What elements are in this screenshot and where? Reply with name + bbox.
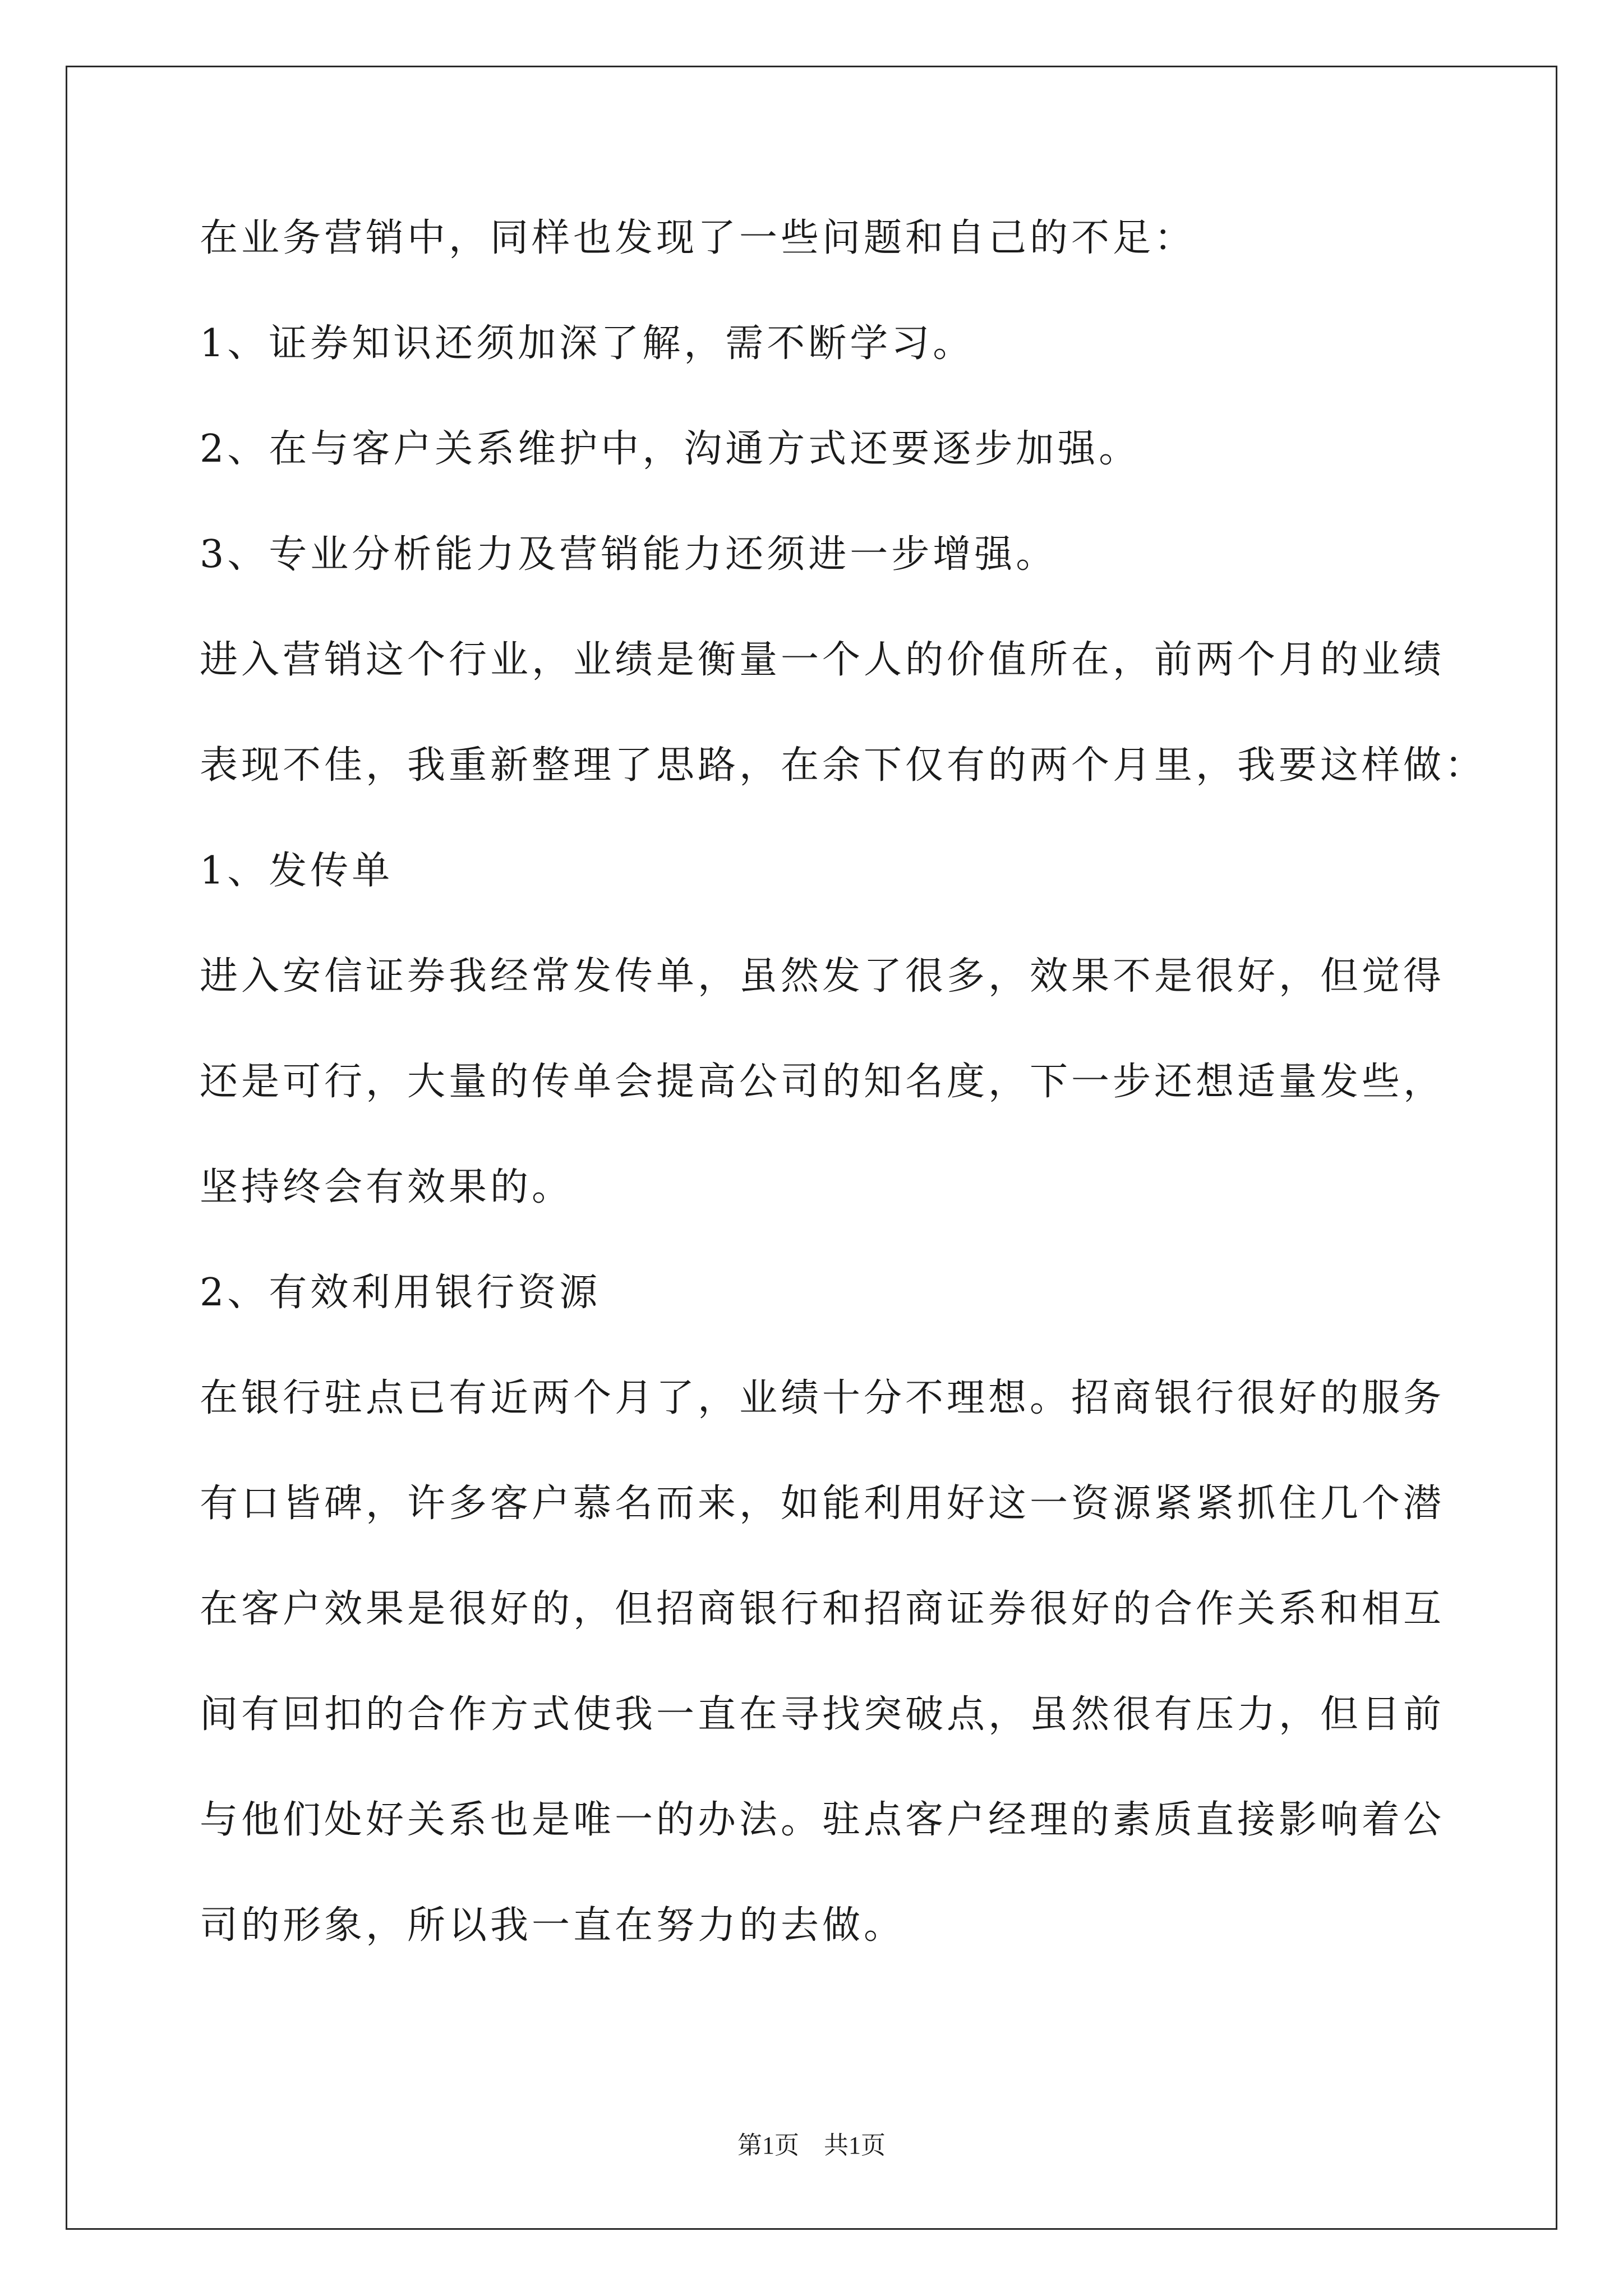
paragraph-line: 还是可行，大量的传单会提高公司的知名度，下一步还想适量发些， [200, 1060, 1445, 1104]
document-body [200, 216, 1487, 2012]
paragraph-line: 进入营销这个行业，业绩是衡量一个人的价值所在，前两个月的业绩 [200, 638, 1445, 682]
paragraph-line: 坚持终会有效果的。 [200, 1165, 574, 1209]
paragraph-line: 有口皆碑，许多客户慕名而来，如能利用好这一资源紧紧抓住几个潜 [200, 1481, 1445, 1526]
paragraph-line: 司的形象，所以我一直在努力的去做。 [200, 1903, 906, 1948]
paragraph-line: 进入安信证券我经常发传单，虽然发了很多，效果不是很好，但觉得 [200, 954, 1445, 999]
paragraph-line: 1、证券知识还须加深了解，需不断学习。 [200, 321, 975, 366]
paragraph-line: 3、专业分析能力及营销能力还须进一步增强。 [200, 532, 1058, 577]
paragraph-line: 表现不佳，我重新整理了思路，在余下仅有的两个月里，我要这样做： [200, 743, 1487, 788]
page-footer [0, 2132, 1623, 2160]
paragraph-line: 1、发传单 [200, 849, 394, 893]
page-number-current: 第1页 [737, 2132, 799, 2159]
paragraph-line: 2、有效利用银行资源 [200, 1271, 601, 1315]
paragraph-line: 2、在与客户关系维护中，沟通方式还要逐步加强。 [200, 427, 1141, 471]
paragraph-line: 在银行驻点已有近两个月了，业绩十分不理想。招商银行很好的服务 [200, 1376, 1445, 1420]
paragraph-line: 在业务营销中，同样也发现了一些问题和自己的不足： [200, 216, 1196, 260]
paragraph-line: 与他们处好关系也是唯一的办法。驻点客户经理的素质直接影响着公 [200, 1798, 1445, 1842]
page-number-total: 共1页 [824, 2132, 886, 2159]
paragraph-line: 间有回扣的合作方式使我一直在寻找突破点，虽然很有压力，但目前 [200, 1692, 1445, 1737]
paragraph-line: 在客户效果是很好的，但招商银行和招商证券很好的合作关系和相互 [200, 1587, 1445, 1631]
